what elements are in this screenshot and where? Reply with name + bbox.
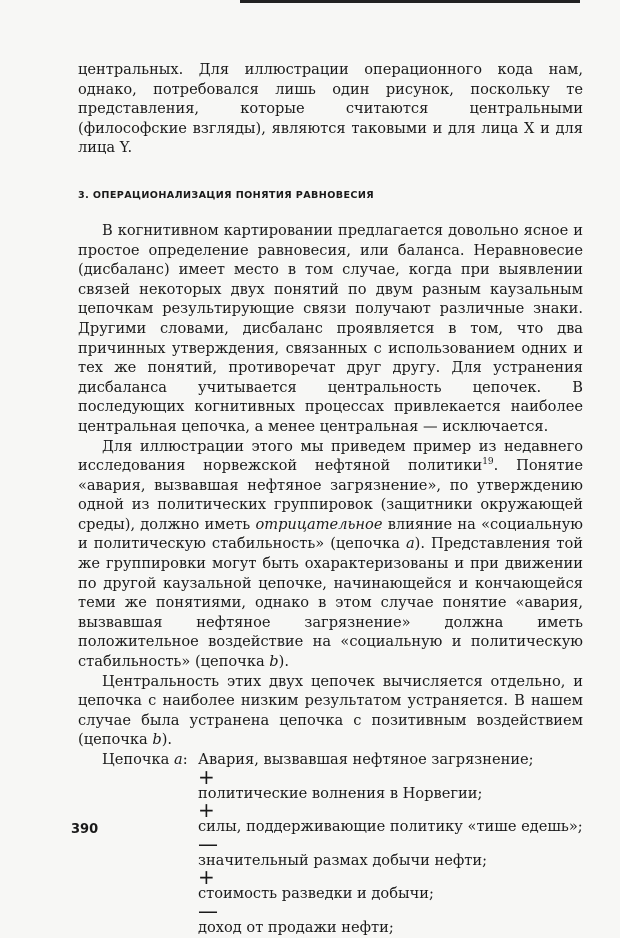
paragraph-3: [78, 672, 583, 750]
paragraph-3-part-b: ).: [161, 731, 173, 749]
chain-b-letter: b: [269, 653, 279, 671]
top-rule: [240, 0, 580, 3]
paragraph-2-part-c: влияние на «социальную и политическую стабильность» (цепочка: [78, 515, 584, 553]
paragraph-3-letter: b: [152, 731, 162, 749]
paragraph-2-emphasis: отрицательное: [255, 515, 383, 533]
paragraph-2: [78, 437, 583, 672]
chain-item: доход от продажи нефти;: [198, 918, 394, 936]
chain-sign: —: [198, 831, 218, 856]
chain-label-letter: a: [174, 751, 183, 768]
chain-label-colon: :: [182, 751, 188, 768]
chain-item: значительный размах добычи нефти;: [198, 851, 488, 869]
chain-sign: —: [198, 898, 218, 923]
chain-sign: +: [198, 764, 215, 789]
page-number: 390: [71, 822, 99, 837]
paragraph-2-part-d: ). Представления той же группировки могут быть охарактеризованы и при движении по другой каузальной цепочке, начинающейся и кончающейся теми же понятиями, однако в этом случае понятие «авария, вызвавшая нефтяное загрязнение» должна иметь положительное воздействие на «социальную и политическую стабильность» (цепочка: [78, 535, 583, 671]
chain-head: [78, 750, 583, 770]
paragraph-2-part-e: ).: [278, 653, 289, 671]
chain-label-text: Цепочка: [102, 751, 170, 768]
chain-a-list: [78, 750, 583, 938]
paragraph-1: В когнитивном картировании предлагается довольно ясное и простое определение равновесия, или баланса. Неравновесие (дисбаланс) имеет место в том случае, когда при выявлении связей некоторых двух понятий по двум разным каузальным цепочкам результирующие связи получают различные знаки. Другими словами, дисбаланс проявляется в том, что два причинных утверждения, связанных с использованием одних и тех же понятий, противоречат друг другу. Для устранения дисбаланса учитывается центральность цепочек. В последующих когнитивных процессах привлекается наиболее центральная цепочка, а менее центральная — исключается.: [78, 221, 583, 435]
chain-steps: [78, 764, 583, 938]
chain-item: стоимость разведки и добычи;: [198, 885, 434, 903]
page-body: [78, 60, 583, 938]
paragraph-3-part-a: Центральность этих двух цепочек вычисляется отдельно, и цепочка с наиболее низким результатом устраняется. В нашем случае была устранена цепочка с позитивным воздействием (цепочка: [78, 672, 583, 749]
chain-item: политические волнения в Норвегии;: [198, 784, 483, 802]
section-heading: 3. ОПЕРАЦИОНАЛИЗАЦИЯ ПОНЯТИЯ РАВНОВЕСИЯ: [78, 189, 375, 201]
chain-a-letter: a: [405, 535, 415, 553]
paragraph-2-part-a: Для иллюстрации этого мы приведем пример из недавнего исследования норвежской нефтяной политики: [78, 437, 583, 475]
chain-sign: +: [198, 865, 215, 890]
chain-first-item: Авария, вызвавшая нефтяное загрязнение;: [198, 751, 534, 768]
chain-label: [78, 750, 198, 770]
intro-paragraph: центральных. Для иллюстрации операционного кода нам, однако, потребовался лишь один рисунок, поскольку те представления, которые считаются центральными (философские взгляды), являются таковыми и для лица X и для лица Y.: [78, 61, 583, 157]
footnote-ref: 19: [482, 457, 494, 468]
chain-item: силы, поддерживающие политику «тише едешь»;: [198, 818, 583, 836]
chain-sign: +: [198, 798, 215, 823]
paragraph-2-part-b: . Понятие «авария, вызвавшая нефтяное загрязнение», по утверждению одной из политических группировок (защитники окружающей среды), должно иметь: [78, 457, 583, 533]
